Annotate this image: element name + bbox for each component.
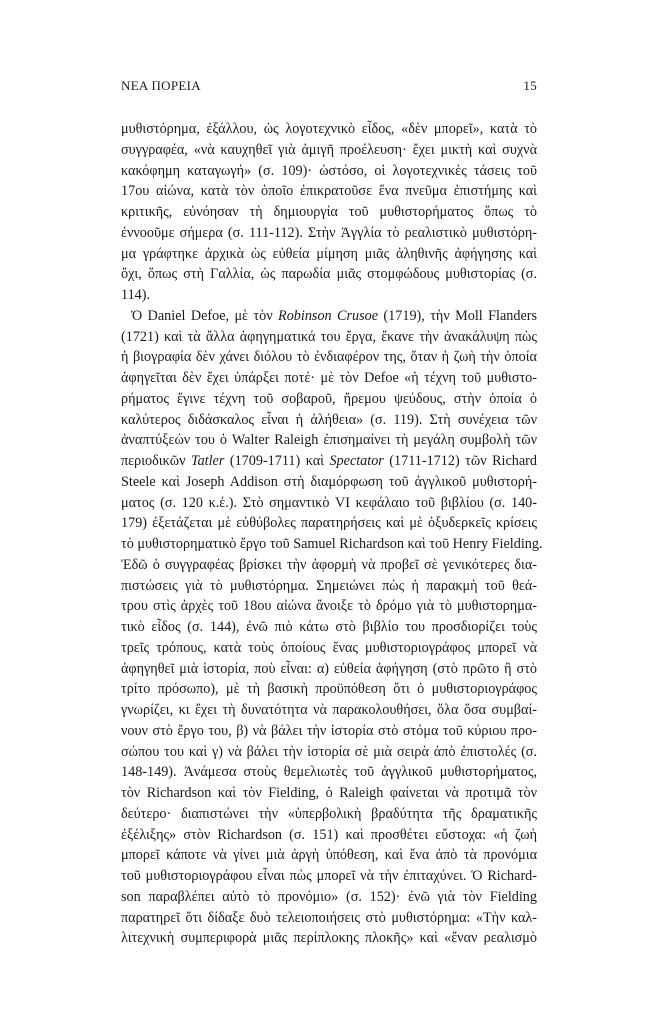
- text-line: 179) ἐξετάζεται μὲ εὐθύβολες παρατηρήσεις καὶ μὲ ὀξυδερκεῖς κρίσεις: [121, 515, 537, 532]
- text-line: ἐννοοῦμε σήμερα (σ. 111-112). Στὴν Ἀγγλία τὸ ρεαλιστικὸ μυθιστόρη-: [121, 224, 537, 241]
- text-line: γνωρίζει, κι ἔχει τὴ δυνατότητα νὰ παρακολουθήσει, ὅλα ὅσα συμβαί-: [121, 702, 537, 718]
- text-line: ματος (σ. 120 κ.ἑ.). Στὸ σημαντικὸ VI κεφάλαιο τοῦ βιβλίου (σ. 140-: [121, 494, 537, 511]
- text-line: σώπου του καὶ γ) νὰ βάλει τὴν ἱστορία σὲ μιὰ σειρὰ ἀπὸ ἐπιστολές (σ.: [121, 743, 537, 760]
- running-head-title: ΝΕΑ ΠΟΡΕΙΑ: [121, 78, 201, 93]
- text-line: τρου στὶς ἀρχὲς τοῦ 18ου αἰώνα ἄνοιξε τὸ δρόμο γιὰ τὸ μυθιστορημα-: [121, 598, 537, 615]
- text-line: μυθιστόρημα, ἐξάλλου, ὡς λογοτεχνικὸ εἶδος, «δὲν μπορεῖ», κατὰ τὸ: [121, 121, 537, 137]
- text-line: τὸν Richardson καὶ τὸν Fielding, ὁ Raleigh φαίνεται νὰ προτιμᾶ τὸν: [121, 785, 537, 801]
- text-line: συγγραφέα, «νὰ καυχηθεῖ γιὰ ἀμιγῆ προέλευση· ἔχει μικτὴ καὶ συχνὰ: [121, 141, 537, 158]
- text-line: ρήματος ἔγινε τέχνη τοῦ σοβαροῦ, ἤρεμου ψεύδους, στὴν ὁποία ὁ: [121, 390, 537, 407]
- text-line: Steele καὶ Joseph Addison στὴ διαμόρφωση τοῦ ἀγγλικοῦ μυθιστορή-: [121, 473, 537, 490]
- text-line: Ἐδῶ ὁ συγγραφέας βρίσκει τὴν ἀφορμὴ νὰ προβεῖ σὲ γενικότερες δια-: [121, 556, 537, 573]
- text-line: τρίτο πρόσωπο), μὲ τὴ βασικὴ προϋπόθεση ὅτι ὁ μυθιστοριογράφος: [121, 681, 537, 698]
- text-line: δεύτερο· διαπιστώνει τὴν «ὑπερβολικὴ βραδύτητα τῆς δραματικῆς: [121, 805, 537, 822]
- text-line: ἡ βιογραφία δὲν χάνει διόλου τὸ ἐνδιαφέρον της, ὅταν ἡ ζωὴ τὴν ὁποία: [121, 349, 537, 366]
- text-line: τὸ μυθιστορηματικὸ ἔργο τοῦ Samuel Richardson καὶ τοῦ Henry Fielding.: [121, 536, 543, 552]
- text-line: κριτικῆς, εὐνόησαν τὴ δημιουργία τοῦ μυθιστορήματος ὅπως τὸ: [121, 204, 537, 220]
- text-line: τοῦ μυθιστοριογράφου εἶναι πὼς μπορεῖ νὰ τὴν ἐπιταχύνει. Ὁ Richard-: [121, 868, 537, 884]
- text-line: κακόφημη καταγωγή» (σ. 109)· ὡστόσο, οἱ λογοτεχνικὲς τάσεις τοῦ: [121, 162, 537, 179]
- text-line: λιτεχνικὴ συμπεριφορὰ μιᾶς περίπλοκης πλοκῆς» καὶ «ἕναν ρεαλισμὸ: [121, 930, 537, 947]
- text-line: 17ου αἰώνα, κατὰ τὸν ὁποῖο ἐπικρατοῦσε ἕνα πνεῦμα ἐπιστήμης καὶ: [121, 183, 537, 200]
- page-number: 15: [523, 78, 537, 93]
- text-line: ἀφηγηθεῖ μιὰ ἱστορία, ποὺ εἶναι: α) εὐθεία ἀφήγηση (στὸ πρῶτο ἢ στὸ: [121, 660, 537, 677]
- text-line: (1721) καὶ τὰ ἄλλα ἀφηγηματικά του ἔργα, ἔκανε τὴν ἀνακάλυψη πὼς: [121, 328, 537, 345]
- text-line: son παραβλέπει αὐτὸ τὸ προνόμιο» (σ. 152)· ἐνῶ γιὰ τὸν Fielding: [121, 888, 537, 905]
- body-text: [121, 119, 543, 949]
- text-line: καλύτερος διδάσκαλος εἶναι ἡ ἀλήθεια» (σ. 119). Στὴ συνέχεια τῶν: [121, 411, 537, 428]
- text-line: μα γράφτηκε ἀρχικὰ ὡς εὐθεία μίμηση μιᾶς ἀληθινῆς ἀφήγησης καὶ: [121, 245, 537, 262]
- text-line: περιοδικῶν Tatler (1709-1711) καὶ Spectator (1711-1712) τῶν Richard: [121, 453, 537, 469]
- text-line: νουν στὸ ἔργο του, β) νὰ βάλει τὴν ἱστορία στὸ στόμα τοῦ κύριου προ-: [121, 722, 537, 739]
- text-line: τικὸ εἶδος (σ. 144), ἐνῶ πιὸ κάτω στὸ βιβλίο του προσδιορίζει τοὺς: [121, 619, 537, 635]
- text-line: ἐξέλιξης» στὸν Richardson (σ. 151) καὶ προσθέτει εὔστοχα: «ἡ ζωὴ: [121, 826, 537, 843]
- text-line: ἀφηγεῖται δὲν ἔχει ὑπάρξει ποτέ· μὲ τὸν Defoe «ἡ τέχνη τοῦ μυθιστο-: [121, 370, 537, 386]
- text-line: τρεῖς τρόπους, κατὰ τοὺς ὁποίους ἕνας μυθιστοριογράφος μπορεῖ νὰ: [121, 639, 537, 656]
- text-line: 114).: [121, 287, 151, 303]
- text-line: 148-149). Ἀνάμεσα στοὺς θεμελιωτὲς τοῦ ἀγγλικοῦ μυθιστορήματος,: [121, 764, 537, 781]
- text-line: ἀναπτύξεών του ὁ Walter Raleigh ἐπισημαίνει τὴ μεγάλη συμβολὴ τῶν: [121, 432, 537, 449]
- text-line: πιστώσεις γιὰ τὸ μυθιστόρημα. Σημειώνει πὼς ἡ παρακμὴ τοῦ θεά-: [121, 577, 537, 594]
- text-line: παρατηρεῖ ὅτι δίδαξε δυὸ τελειοποιήσεις στὸ μυθιστόρημα: «Τὴν καλ-: [121, 909, 537, 926]
- text-line: Ὁ Daniel Defoe, μὲ τὸν Robinson Crusoe (1719), τὴν Moll Flanders: [131, 307, 537, 324]
- text-line: μπορεῖ κάποτε νὰ γίνει μιὰ ἀργὴ ὑπόθεση, καὶ ἕνα ἀπὸ τὰ προνόμια: [121, 847, 537, 864]
- text-line: ὄχι, ὅπως στὴ Γαλλία, ὡς παρωδία μιᾶς στομφώδους μυθιστορίας (σ.: [121, 266, 537, 283]
